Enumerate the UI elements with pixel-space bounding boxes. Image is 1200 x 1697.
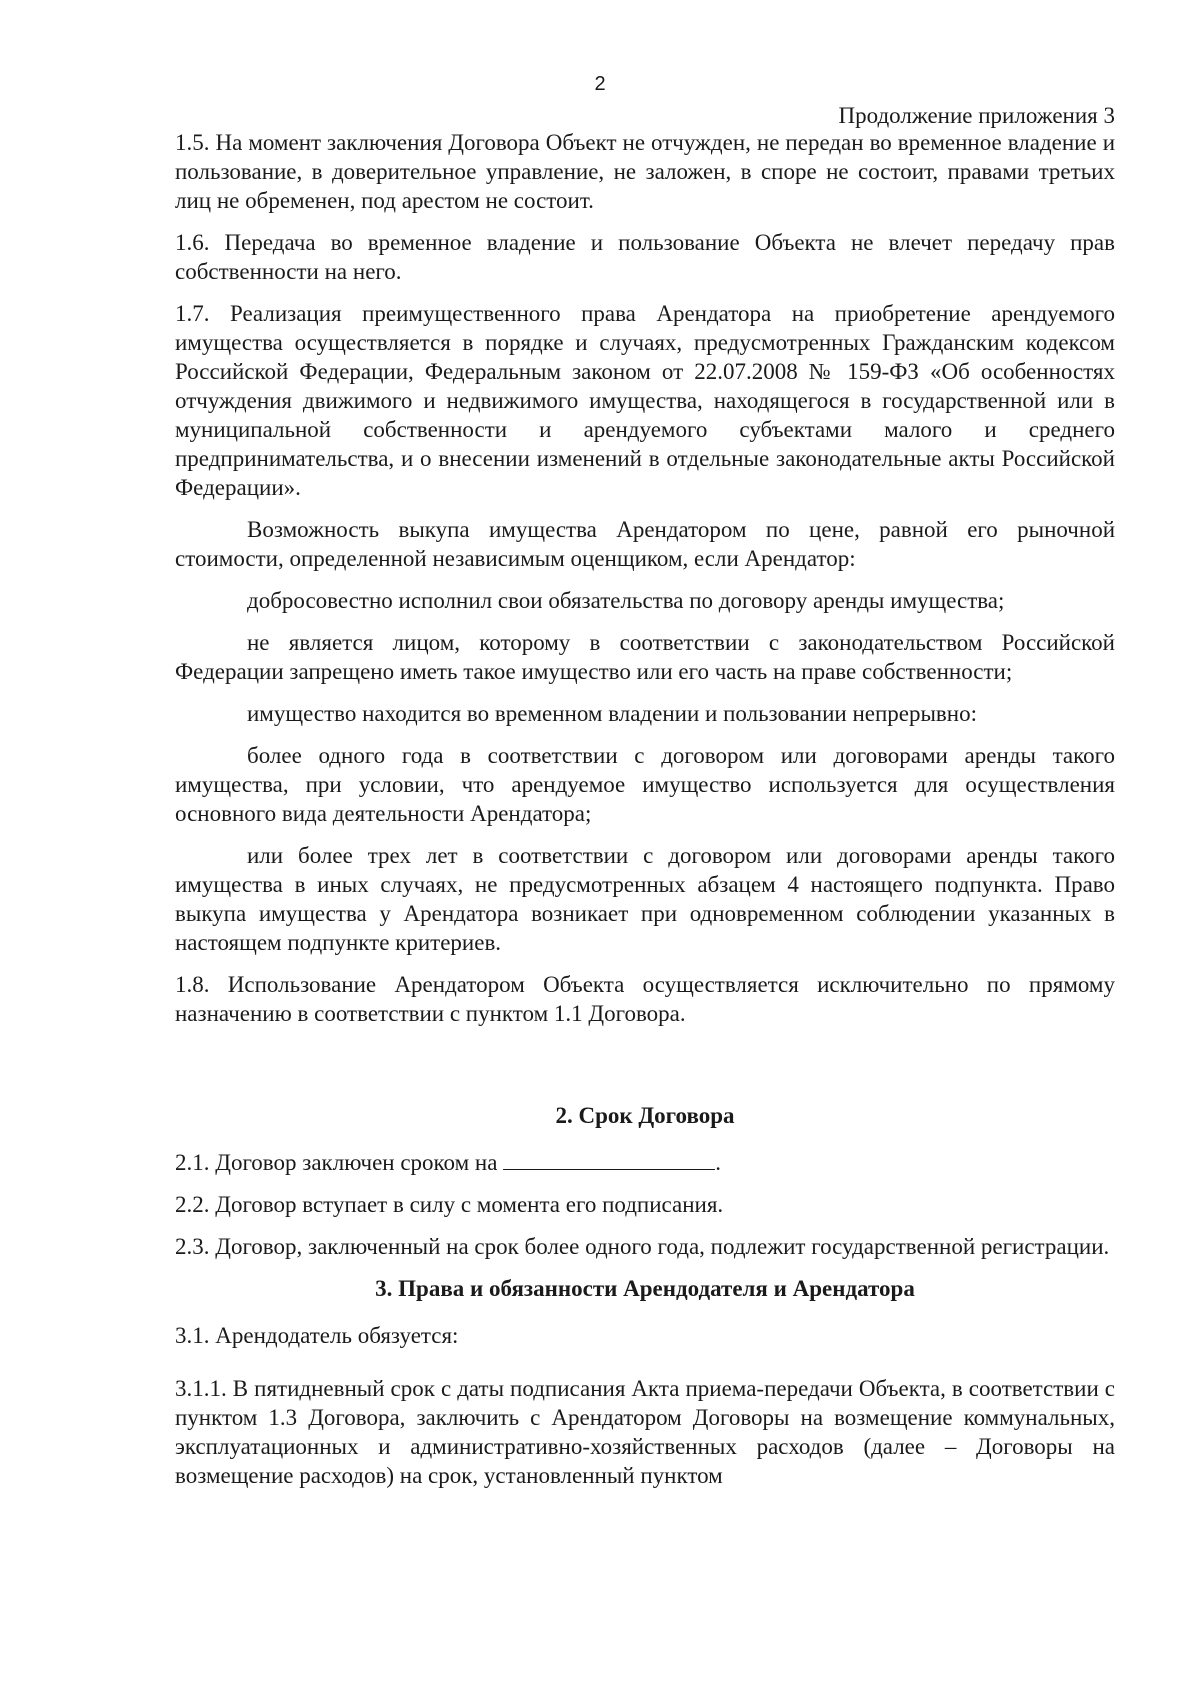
paragraph-criterion-possession: имущество находится во временном владении и пользовании непрерывно:	[247, 701, 977, 726]
paragraph-1-5: 1.5. На момент заключения Договора Объект не отчужден, не передан во временное владение и пользование, в доверительное управление, не заложен, в споре не состоит, правами третьих лиц не обременен, под арестом не состоит.	[175, 130, 1115, 213]
paragraph-criterion-three-years: или более трех лет в соответствии с договором или договорами аренды такого имущества в иных случаях, не предусмотренных абзацем 4 настоящего подпункта. Право выкупа имущества у Арендатора возникает при одновременном соблюдении указанных в настоящем подпункте критериев.	[175, 843, 1115, 955]
paragraph-criterion-one-year: более одного года в соответствии с договором или договорами аренды такого имущества, при условии, что арендуемое имущество используется для осуществления основного вида деятельности Арендатора;	[175, 743, 1115, 826]
document-body	[175, 128, 1115, 1503]
paragraph-2-3: 2.3. Договор, заключенный на срок более одного года, подлежит государственной регистрации.	[175, 1234, 1110, 1259]
paragraph-1-8: 1.8. Использование Арендатором Объекта осуществляется исключительно по прямому назначению в соответствии с пунктом 1.1 Договора.	[175, 972, 1115, 1026]
continuation-note: Продолжение приложения 3	[838, 103, 1115, 128]
section-spacer	[175, 1041, 1115, 1101]
paragraph-2-1	[175, 1148, 1115, 1177]
paragraph-criterion-not-prohibited: не является лицом, которому в соответствии с законодательством Российской Федерации запрещено иметь такое имущество или его часть на праве собственности;	[175, 630, 1115, 684]
paragraph-3-1: 3.1. Арендодатель обязуется:	[175, 1323, 459, 1348]
paragraph-buyout-possibility: Возможность выкупа имущества Арендатором по цене, равной его рыночной стоимости, определенной независимым оценщиком, если Арендатор:	[175, 517, 1115, 571]
paragraph-1-7: 1.7. Реализация преимущественного права Арендатора на приобретение арендуемого имущества осуществляется в порядке и случаях, предусмотренных Гражданским кодексом Российской Федерации, Федеральным законом от 22.07.2008 № 159-ФЗ «Об особенностях отчуждения движимого и недвижимого имущества, находящегося в государственной или в муниципальной собственности и арендуемого субъектами малого и среднего предпринимательства, и о внесении изменений в отдельные законодательные акты Российской Федерации».	[175, 301, 1115, 500]
paragraph-criterion-obligations: добросовестно исполнил свои обязательства по договору аренды имущества;	[247, 588, 1005, 613]
paragraph-1-6: 1.6. Передача во временное владение и пользование Объекта не влечет передачу прав собственности на него.	[175, 230, 1115, 284]
paragraph-2-1-text: 2.1. Договор заключен сроком на	[175, 1150, 498, 1175]
paragraph-2-2: 2.2. Договор вступает в силу с момента его подписания.	[175, 1192, 724, 1217]
section-2-heading: 2. Срок Договора	[555, 1103, 735, 1128]
term-blank-field	[503, 1149, 715, 1170]
section-3-heading: 3. Права и обязанности Арендодателя и Арендатора	[375, 1276, 915, 1301]
paragraph-2-1-end: .	[715, 1150, 721, 1175]
paragraph-3-1-1: 3.1.1. В пятидневный срок с даты подписания Акта приема-передачи Объекта, в соответствии с пунктом 1.3 Договора, заключить с Арендатором Договоры на возмещение коммунальных, эксплуатационных и административно-хозяйственных расходов (далее – Договоры на возмещение расходов) на срок, установленный пунктом	[175, 1376, 1115, 1488]
page-number: 2	[594, 73, 606, 95]
